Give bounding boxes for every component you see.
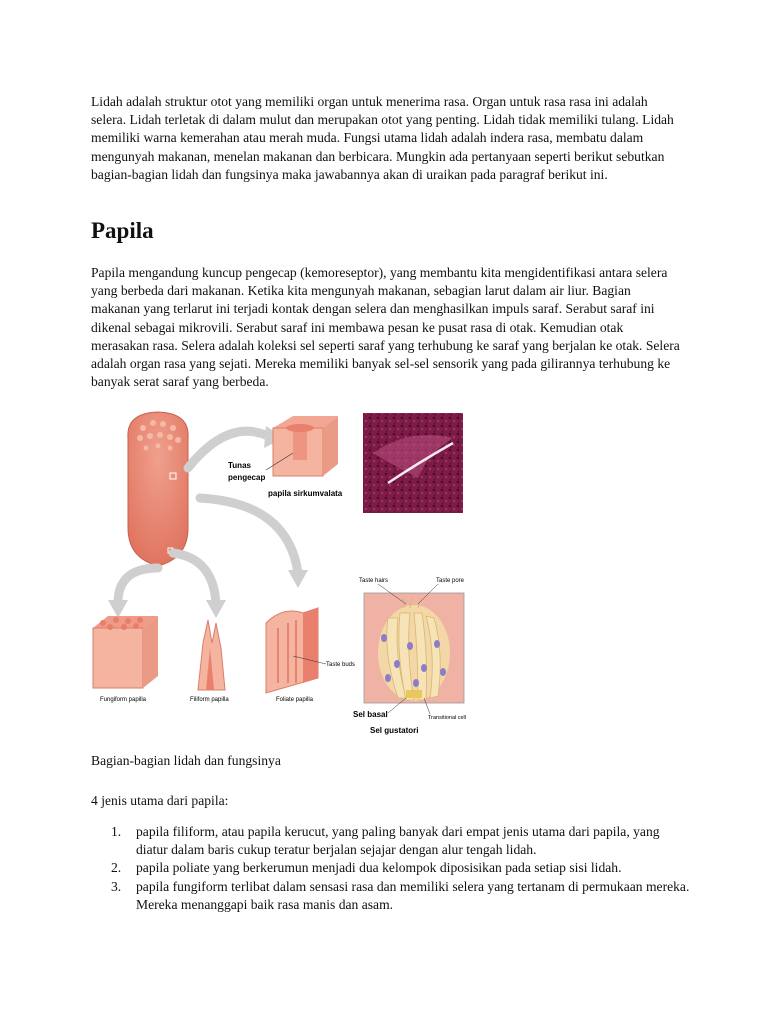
list-item [91, 823, 691, 859]
intro-paragraph: Lidah adalah struktur otot yang memiliki organ untuk menerima rasa. Organ untuk rasa rasa ini adalah selera. Lidah terletak di dalam mulut dan merupakan otot yang penting. Lidah tidak memiliki tulang. Lidah memiliki warna kemerahan atau merah muda. Fungsi utama lidah adalah indera rasa, membatu dalam mengunyah makanan, menelan makanan dan berbicara. Mungkin ada pertanyaan seperti berikut sebutkan bagian-bagian lidah dan fungsinya maka jawabannya akan di uraikan pada paragraf berikut ini. [91, 94, 674, 182]
label-taste-pore: Taste pore [436, 578, 465, 584]
label-sirkumvalata: papila sirkumvalata [268, 489, 343, 498]
label-filiform: Filiform papilla [190, 697, 229, 703]
arrow-to-fungiform [118, 568, 158, 603]
list-number: 1. [111, 824, 122, 839]
tongue-papilla-figure [88, 408, 488, 738]
label-taste-hairs: Taste hairs [359, 578, 389, 584]
taste-bud-diagram [364, 593, 464, 703]
sirkumvalata-block [273, 416, 338, 476]
label-sel-gustatori: Sel gustatori [370, 726, 419, 735]
arrow-to-filiform [173, 553, 216, 603]
histology-image [363, 413, 463, 513]
section-heading: Papila [91, 218, 154, 243]
list-number: 2. [111, 860, 122, 876]
list-item [91, 859, 691, 877]
label-fungiform: Fungiform papilla [100, 697, 147, 703]
label-taste-buds: Taste buds [326, 662, 356, 668]
figure-caption: Bagian-bagian lidah dan fungsinya [91, 753, 281, 768]
foliate-block [266, 608, 318, 693]
tongue-illustration [128, 412, 201, 566]
papila-paragraph: Papila mengandung kuncup pengecap (kemoreseptor), yang membantu kita mengidentifikasi antara selera yang berbeda dari makanan. Ketika kita mengunyah makanan, sebagian larut dalam air liur. Bagian makanan yang terlarut ini terjadi kontak dengan selera dan menghasilkan impuls saraf. Serabut saraf ini dikenal sebagai mikrovili. Serabut saraf ini membawa pesan ke pusat rasa di otak. Kemudian otak merasakan rasa. Selera adalah koleksi sel seperti saraf yang terhubung ke saraf yang berjalan ke otak. Selera adalah organ rasa yang sejati. Mereka memiliki banyak sel-sel sensorik yang pada gilirannya terhubung ke banyak serat saraf yang berbeda. [91, 265, 680, 390]
filiform-block [198, 620, 225, 690]
arrow-to-foliate [200, 498, 298, 573]
label-foliate: Foliate papilla [276, 697, 314, 703]
papila-types-list [91, 823, 691, 914]
list-intro: 4 jenis utama dari papila: [91, 793, 229, 808]
list-item-text: papila poliate yang berkerumun menjadi dua kelompok diposisikan pada setiap sisi lidah. [136, 860, 622, 876]
list-item-text: papila filiform, atau papila kerucut, yang paling banyak dari empat jenis utama dari papila, yang diatur dalam baris cukup teratur berjalan sejajar dengan alur tengah lidah. [136, 824, 660, 858]
list-item [91, 878, 691, 914]
label-tunas: Tunas [228, 461, 251, 470]
label-transitional-cell: Transitional cell [428, 715, 467, 721]
list-number: 3. [111, 878, 122, 894]
label-pengecap: pengecap [228, 473, 266, 482]
fungiform-block [93, 616, 158, 688]
list-item-text: papila fungiform terlibat dalam sensasi rasa dan memiliki selera yang tertanam di permukaan mereka. Mereka menanggapi baik rasa manis dan asam. [136, 878, 690, 912]
label-sel-basal: Sel basal [353, 710, 388, 719]
